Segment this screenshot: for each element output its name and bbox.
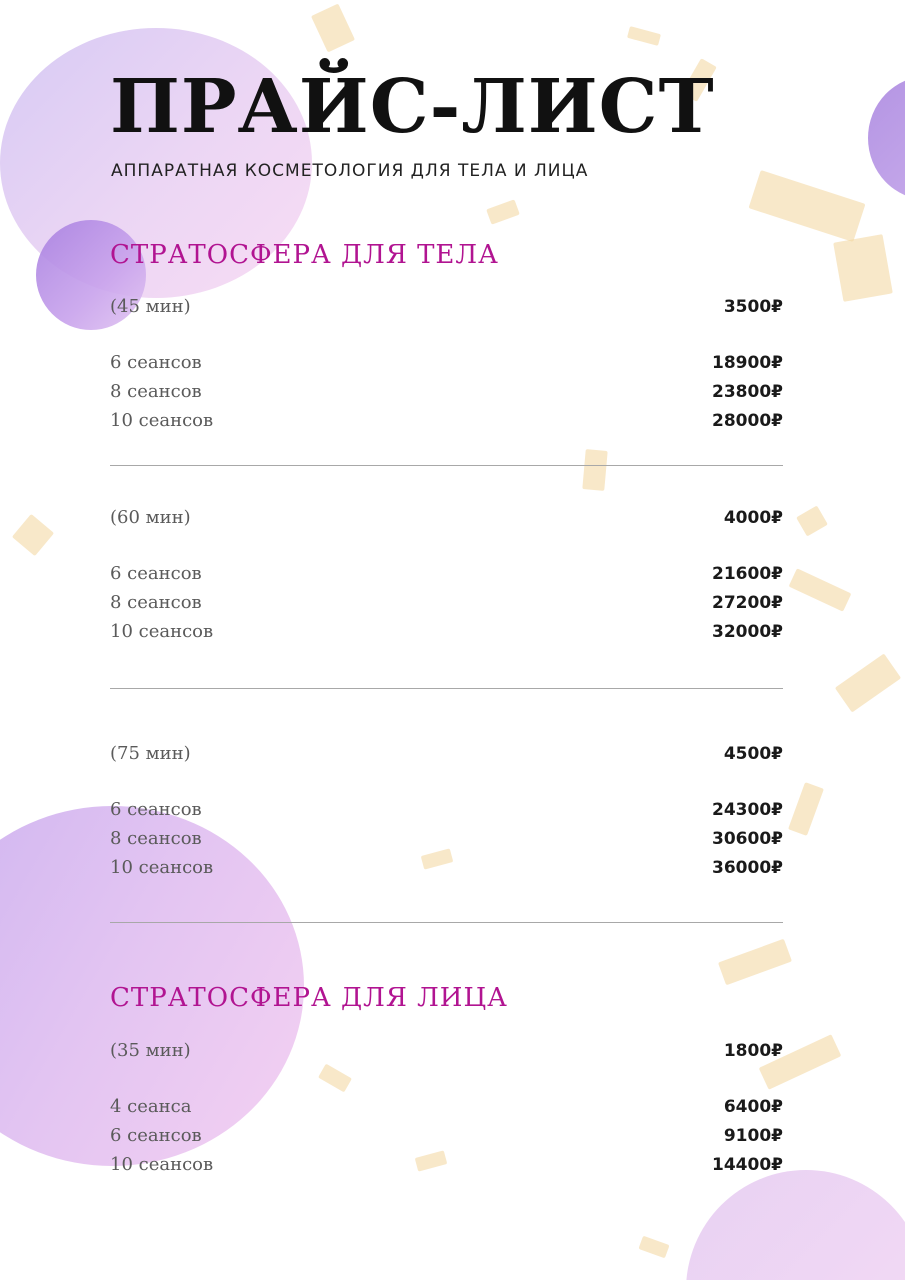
package-row: [110, 796, 783, 824]
section-title-face: СТРАТОСФЕРА ДЛЯ ЛИЦА: [110, 983, 508, 1013]
package-row: [110, 1151, 783, 1179]
price-value: 9100₽: [723, 1126, 783, 1146]
package-label: 6 сеансов: [110, 1125, 202, 1146]
price-value: 30600₽: [712, 829, 783, 849]
package-row: [110, 1093, 783, 1121]
duration-label: (60 мин): [110, 507, 191, 528]
price-value: 24300₽: [712, 800, 783, 820]
price-value: 21600₽: [712, 564, 783, 584]
duration-label: (45 мин): [110, 296, 191, 317]
package-label: 6 сеансов: [110, 799, 202, 820]
package-label: 10 сеансов: [110, 410, 214, 431]
price-value: 18900₽: [712, 353, 783, 373]
page-subtitle: АППАРАТНАЯ КОСМЕТОЛОГИЯ ДЛЯ ТЕЛА И ЛИЦА: [111, 161, 589, 181]
price-value: 23800₽: [712, 382, 783, 402]
price-value: 36000₽: [712, 858, 783, 878]
package-row: [110, 349, 783, 377]
package-label: 4 сеанса: [110, 1096, 192, 1117]
package-label: 8 сеансов: [110, 381, 202, 402]
duration-row: [110, 293, 783, 321]
package-row: [110, 854, 783, 882]
package-label: 10 сеансов: [110, 621, 214, 642]
package-row: [110, 407, 783, 435]
price-value: 1800₽: [723, 1041, 783, 1061]
duration-row: [110, 504, 783, 532]
package-label: 8 сеансов: [110, 828, 202, 849]
package-row: [110, 560, 783, 588]
package-label: 10 сеансов: [110, 857, 214, 878]
price-value: 4000₽: [723, 508, 783, 528]
duration-row: [110, 740, 783, 768]
divider: [110, 922, 783, 923]
price-value: 3500₽: [723, 297, 783, 317]
price-value: 6400₽: [723, 1097, 783, 1117]
price-value: 28000₽: [712, 411, 783, 431]
package-row: [110, 618, 783, 646]
section-title-body: СТРАТОСФЕРА ДЛЯ ТЕЛА: [110, 240, 499, 270]
duration-label: (35 мин): [110, 1040, 191, 1061]
package-label: 6 сеансов: [110, 352, 202, 373]
package-row: [110, 1122, 783, 1150]
price-value: 14400₽: [712, 1155, 783, 1175]
divider: [110, 465, 783, 466]
duration-label: (75 мин): [110, 743, 191, 764]
divider: [110, 688, 783, 689]
package-row: [110, 378, 783, 406]
duration-row: [110, 1037, 783, 1065]
package-row: [110, 589, 783, 617]
page-title: ПРАЙС-ЛИСТ: [110, 64, 715, 150]
package-row: [110, 825, 783, 853]
price-value: 32000₽: [712, 622, 783, 642]
package-label: 6 сеансов: [110, 563, 202, 584]
price-value: 4500₽: [723, 744, 783, 764]
package-label: 10 сеансов: [110, 1154, 214, 1175]
price-value: 27200₽: [712, 593, 783, 613]
package-label: 8 сеансов: [110, 592, 202, 613]
